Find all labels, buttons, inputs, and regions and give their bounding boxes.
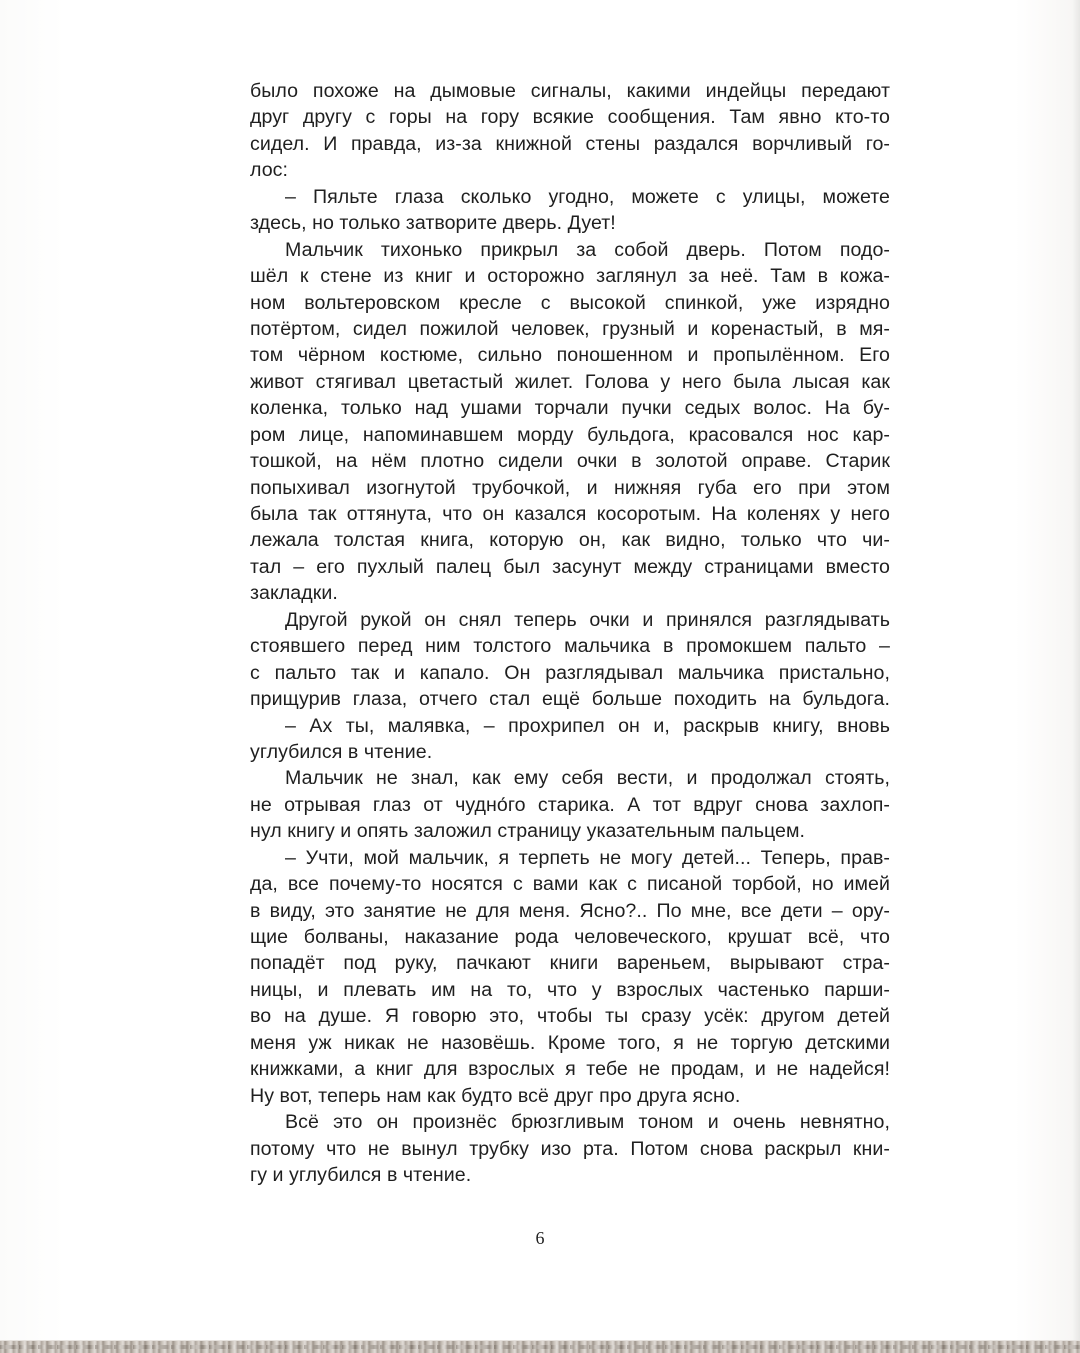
text-line: том чёрном костюме, сильно поношенном и пропылённом. Его xyxy=(250,344,890,367)
text-line: – Пяльте глаза сколько угодно, можете с улицы, можете xyxy=(285,185,890,208)
text-line: была так оттянута, что он казался косоротым. На коленях у него xyxy=(250,503,890,525)
body-text xyxy=(250,78,890,1188)
text-line: щие болваны, наказание рода человеческого, крушат всё, что xyxy=(250,926,890,948)
text-line: углубился в чтение. xyxy=(250,740,433,763)
text-line: Всё это он произнёс брюзгливым тоном и очень невнятно, xyxy=(285,1111,890,1134)
text-line: Мальчик тихонько прикрыл за собой дверь. Потом подо- xyxy=(285,238,890,261)
text-line: ницы, и плевать им на то, что у взрослых частенько парши- xyxy=(250,978,890,1001)
text-line: здесь, но только затворите дверь. Дует! xyxy=(250,212,616,235)
text-line: Ну вот, теперь нам как будто всё друг про друга ясно. xyxy=(250,1084,741,1107)
text-line: меня уж никак не назовёшь. Кроме того, я не торгую детскими xyxy=(250,1031,890,1054)
text-line: книжками, а книг для взрослых я тебе не продам, и не надейся! xyxy=(250,1058,890,1081)
text-line: шёл к стене из книг и осторожно заглянул за неё. Там в кожа- xyxy=(250,265,890,288)
text-line: да, все почему-то носятся с вами как с писаной торбой, но имей xyxy=(250,873,890,896)
text-line: в виду, это занятие не для меня. Ясно?.. По мне, все дети – ору- xyxy=(250,899,890,922)
text-line: нул книгу и опять заложил страницу указательным пальцем. xyxy=(250,820,806,843)
text-line: – Учти, мой мальчик, я терпеть не могу детей... Теперь, прав- xyxy=(285,846,890,869)
text-line: сидел. И правда, из-за книжной стены раздался ворчливый го- xyxy=(250,132,890,155)
text-line: прищурив глаза, отчего стал ещё больше походить на бульдога. xyxy=(250,688,890,711)
text-line: живот стягивал цветастый жилет. Голова у него была лысая как xyxy=(250,370,890,393)
text-line: друг другу с горы на гору всякие сообщения. Там явно кто-то xyxy=(250,106,890,129)
page-edge-shadow xyxy=(1072,0,1080,1353)
text-line: потёртом, сидел пожилой человек, грузный и коренастый, в мя- xyxy=(250,317,890,340)
text-line: попыхивал изогнутой трубочкой, и нижняя губа его при этом xyxy=(250,476,890,499)
text-line: ном вольтеровском кресле с высокой спинкой, уже изрядно xyxy=(250,291,890,314)
text-line: стоявшего перед ним толстого мальчика в промокшем пальто – xyxy=(250,635,890,658)
text-line: коленка, только над ушами торчали пучки седых волос. На бу- xyxy=(250,397,890,420)
scanned-page-edge xyxy=(0,1340,1080,1353)
text-line: лежала толстая книга, которую он, как видно, только что чи- xyxy=(250,529,890,552)
text-line: с пальто так и капало. Он разглядывал мальчика пристально, xyxy=(250,661,890,684)
text-line: тал – его пухлый палец был засунут между страницами вместо xyxy=(250,555,890,578)
text-line: Другой рукой он снял теперь очки и принялся разглядывать xyxy=(285,608,890,631)
text-line: тошкой, на нём плотно сидели очки в золотой оправе. Старик xyxy=(250,450,890,473)
text-line: закладки. xyxy=(250,582,338,605)
text-line: попадёт под руку, пачкают книги вареньем, вырывают стра- xyxy=(250,952,890,975)
text-line: потому что не вынул трубку изо рта. Потом снова раскрыл кни- xyxy=(250,1137,890,1160)
text-line: – Ах ты, малявка, – прохрипел он и, раскрыв книгу, вновь xyxy=(285,714,890,737)
text-line: не отрывая глаз от чудно́го старика. А тот вдруг снова захлоп- xyxy=(250,793,890,816)
text-line: во на душе. Я говорю это, чтобы ты сразу усёк: другом детей xyxy=(250,1005,890,1028)
text-line: лос: xyxy=(250,159,288,182)
text-line: ром лице, напоминавшем морду бульдога, красовался нос кар- xyxy=(250,423,890,446)
text-line: гу и углубился в чтение. xyxy=(250,1163,472,1186)
text-line: было похоже на дымовые сигналы, какими индейцы передают xyxy=(250,80,890,102)
page-number: 6 xyxy=(535,1228,545,1248)
text-line: Мальчик не знал, как ему себя вести, и продолжал стоять, xyxy=(285,767,890,790)
